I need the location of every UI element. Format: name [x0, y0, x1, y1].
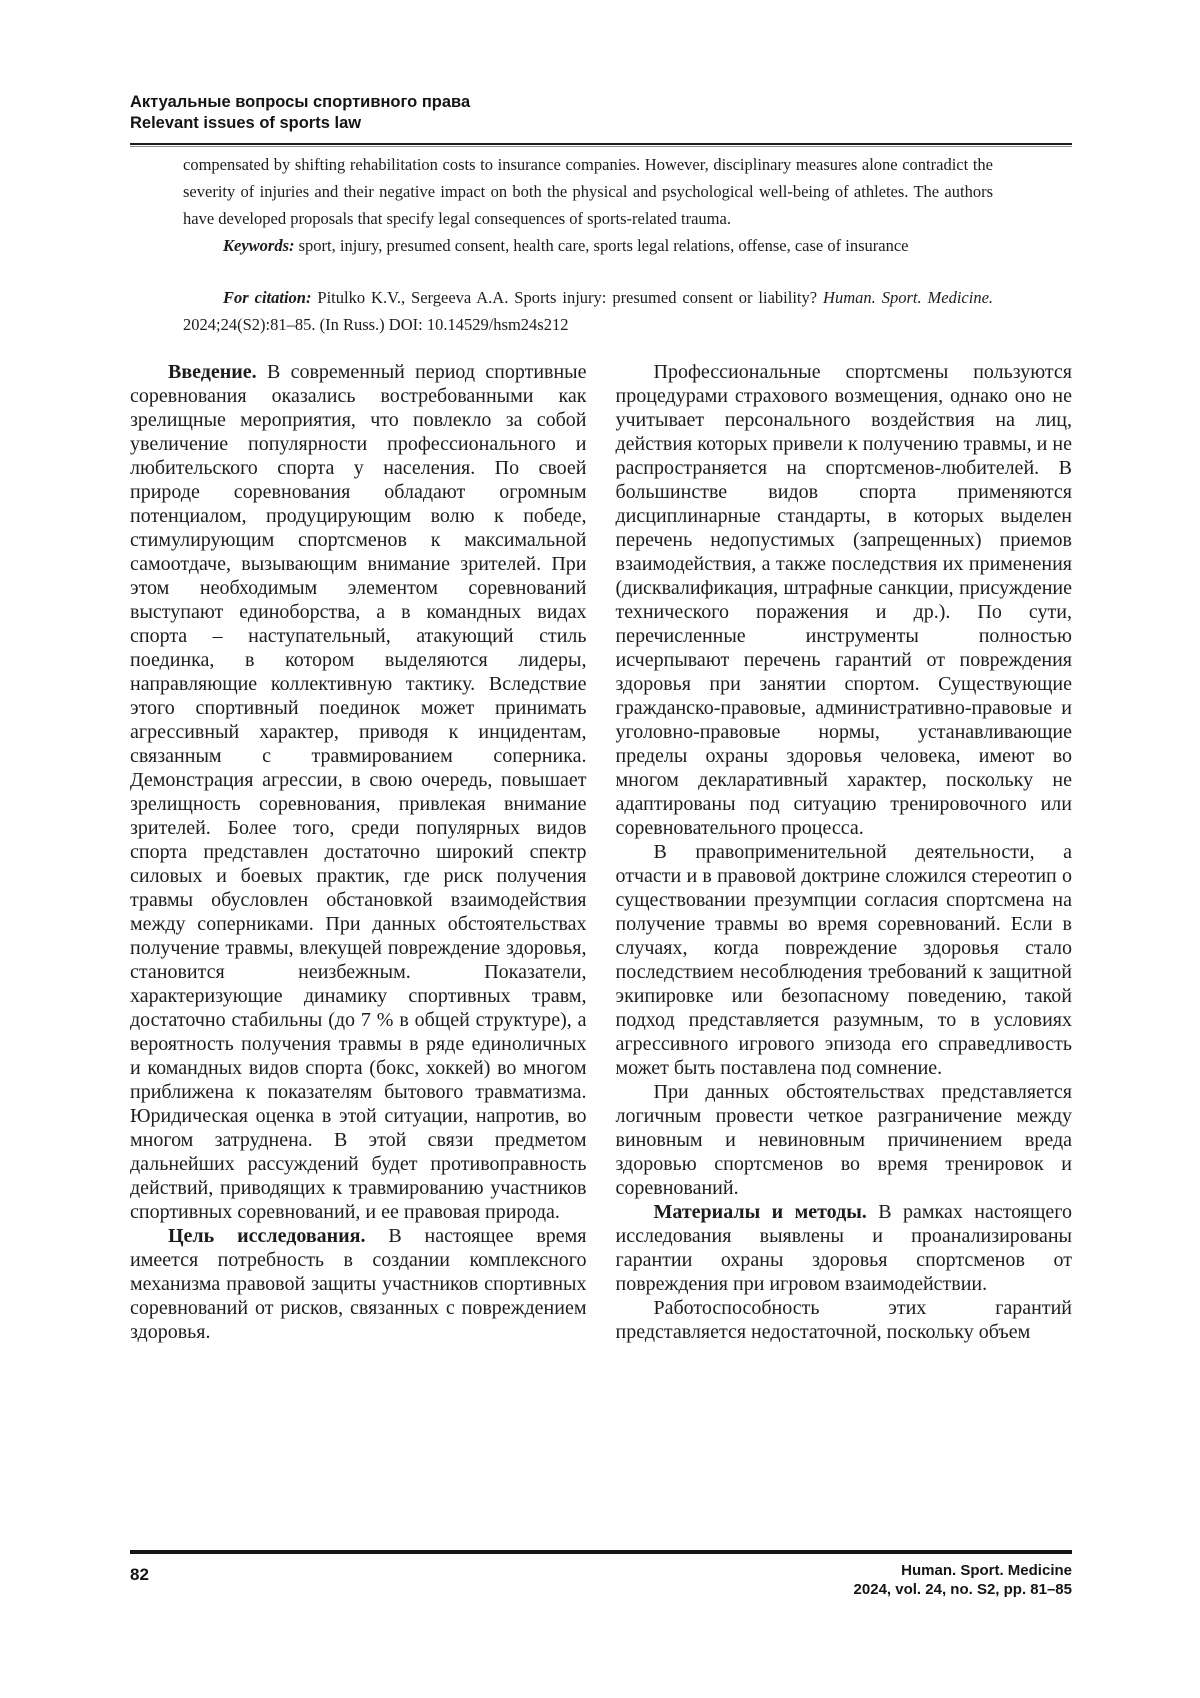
- keywords-line: [183, 232, 993, 259]
- journal-reference-line1: Human. Sport. Medicine: [901, 1562, 1072, 1579]
- article-paragraph: Цель исследования. В настоящее время имеется потребность в создании комплексного механизма правовой защиты участников спортивных соревнований от рисков, связанных с повреждением здоровья.: [130, 1225, 587, 1343]
- running-title-en: Relevant issues of sports law: [130, 114, 362, 132]
- running-head: [130, 92, 1072, 134]
- page-footer: [130, 1550, 1072, 1599]
- page-number: 82: [130, 1565, 149, 1584]
- keywords-label: Keywords:: [223, 236, 295, 255]
- paragraph-lead: Введение.: [168, 361, 267, 383]
- article-body: [130, 360, 1072, 1344]
- keywords-text: sport, injury, presumed consent, health care, sports legal relations, offense, case of insurance: [298, 236, 909, 255]
- citation-authors-title: Pitulko K.V., Sergeeva A.A. Sports injury: presumed consent or liability?: [317, 288, 818, 307]
- paragraph-lead: Цель исследования.: [168, 1225, 389, 1247]
- article-paragraph: Профессиональные спортсмены пользуются процедурами страхового возмещения, однако оно не учитывает персонального воздействия на лиц, действия которых привели к получению травмы, и не распространяется на спортсменов-любителей. В большинстве видов спорта применяются дисциплинарные стандарты, в которых выделен перечень недопустимых (запрещенных) приемов взаимодействия, а также последствия их применения (дисквалификация, штрафные санкции, присуждение технического поражения и др.). По сути, перечисленные инструменты полностью исчерпывают перечень гарантий от повреждения здоровья при занятии спортом. Существующие гражданско-правовые, административно-правовые и уголовно-правовые нормы, устанавливающие пределы охраны здоровья человека, имеют во многом декларативный характер, поскольку не адаптированы под ситуацию тренировочного или соревновательного процесса.: [615, 361, 1072, 839]
- header-divider: [130, 143, 1072, 147]
- abstract-block: [183, 151, 993, 259]
- article-paragraph: В правоприменительной деятельности, а отчасти и в правовой доктрине сложился стереотип о существовании презумпции согласия спортсмена на получение травмы во время соревнований. Если в случаях, когда повреждение здоровья стало последствием несоблюдения требований к защитной экипировке или безопасному поведению, такой подход представляется разумным, то в условиях агрессивного игрового эпизода его справедливость может быть поставлена под сомнение.: [615, 841, 1072, 1079]
- journal-reference-line2: 2024, vol. 24, no. S2, pp. 81–85: [853, 1581, 1072, 1598]
- article-paragraph: Материалы и методы. В рамках настоящего исследования выявлены и проанализированы гарантии охраны здоровья спортсменов от повреждения при игровом взаимодействии.: [615, 1201, 1072, 1295]
- abstract-text: compensated by shifting rehabilitation costs to insurance companies. However, disciplinary measures alone contradict the severity of injuries and their negative impact on both the physical and psychological well-being of athletes. The authors have developed proposals that specify legal consequences of sports-related trauma.: [183, 155, 993, 228]
- article-paragraph: Введение. В современный период спортивные соревнования оказались востребованными как зрелищные мероприятия, что повлекло за собой увеличение популярности профессионального и любительского спорта у населения. По своей природе соревнования обладают огромным потенциалом, продуцирующим волю к победе, стимулирующим спортсменов к максимальной самоотдаче, вызывающим внимание зрителей. При этом необходимым элементом соревнований выступают единоборства, а в командных видах спорта – наступательный, атакующий стиль поединка, в котором выделяются лидеры, направляющие коллективную тактику. Вследствие этого спортивный поединок может принимать агрессивный характер, приводя к инцидентам, связанным с травмированием соперника. Демонстрация агрессии, в свою очередь, повышает зрелищность соревнования, привлекая внимание зрителей. Более того, среди популярных видов спорта представлен достаточно широкий спектр силовых и боевых практик, где риск получения травмы обусловлен обстановкой взаимодействия между соперниками. При данных обстоятельствах получение травмы, влекущей повреждение здоровья, становится неизбежным. Показатели, характеризующие динамику спортивных травм, достаточно стабильны (до 7 % в общей структуре), а вероятность получения травмы в ряде единоличных и командных видов спорта (бокс, хоккей) во многом приближена к показателям бытового травматизма. Юридическая оценка в этой ситуации, напротив, во многом затруднена. В этой связи предметом дальнейших рассуждений будет противоправность действий, приводящих к травмированию участников спортивных соревнований, и ее правовая природа.: [130, 361, 587, 1223]
- journal-reference: [854, 1561, 1072, 1599]
- article-paragraph: Работоспособность этих гарантий представляется недостаточной, поскольку объем: [615, 1297, 1072, 1343]
- citation-volume-doi: 2024;24(S2):81–85. (In Russ.) DOI: 10.14529/hsm24s212: [183, 315, 569, 334]
- article-paragraph: При данных обстоятельствах представляется логичным провести четкое разграничение между виновным и невиновным причинением вреда здоровью спортсменов во время тренировок и соревнований.: [615, 1081, 1072, 1199]
- left-column: [130, 360, 587, 1344]
- citation-journal: Human. Sport. Medicine.: [823, 288, 994, 307]
- paragraph-lead: Материалы и методы.: [653, 1201, 879, 1223]
- running-title-ru: Актуальные вопросы спортивного права: [130, 93, 471, 111]
- citation-block: [183, 284, 993, 338]
- right-column: [616, 360, 1073, 1344]
- citation-label: For citation:: [223, 288, 312, 307]
